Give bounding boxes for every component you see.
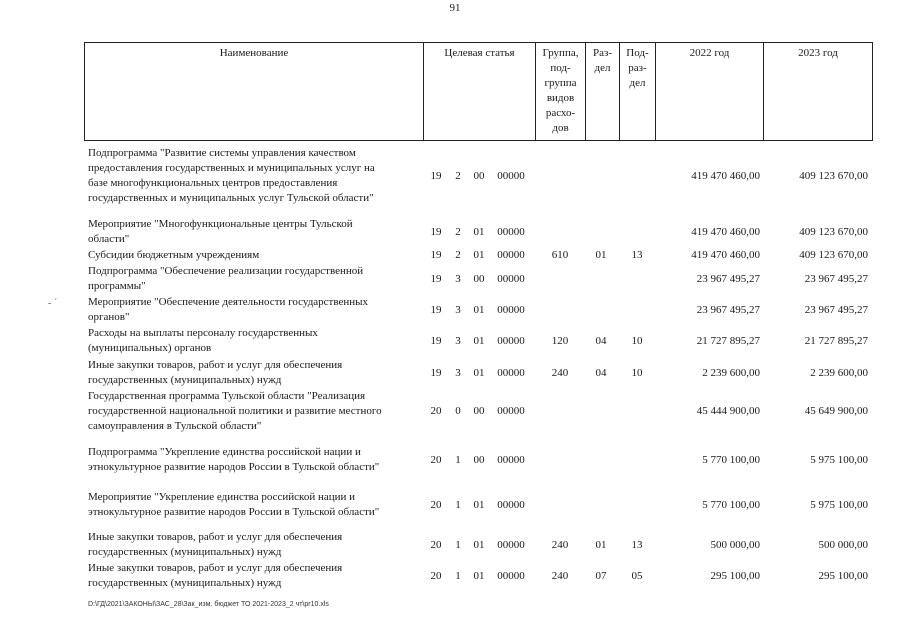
amount-2022: 23 967 495,27: [696, 272, 760, 285]
section-code: 01: [595, 249, 607, 261]
expense-group: 610: [551, 249, 569, 261]
target-code-program: 20: [430, 498, 442, 511]
target-code-direction: 00000: [497, 538, 525, 551]
row-name: [88, 561, 423, 591]
target-code-direction: 00000: [497, 249, 525, 261]
row-name-line: Подпрограмма "Развитие системы управления качеством: [88, 147, 356, 159]
target-code-event: 00: [473, 272, 485, 285]
target-code-direction: 00000: [497, 334, 525, 347]
expense-group: 240: [551, 538, 569, 551]
subsection-code: 10: [631, 334, 643, 347]
target-code-subprogram: 2: [455, 169, 461, 182]
subsection-code: 05: [631, 569, 643, 582]
target-code-event: 01: [473, 334, 485, 347]
target-code-event: 01: [473, 225, 485, 238]
target-code-program: 20: [430, 538, 442, 551]
row-name: [88, 217, 423, 247]
amount-2023: 23 967 495,27: [804, 303, 868, 316]
row-name: [88, 445, 423, 475]
row-name-line: Подпрограмма "Обеспечение реализации государственной: [88, 265, 364, 277]
target-code-subprogram: 0: [455, 405, 461, 417]
row-name: [88, 389, 423, 434]
amount-2023: 500 000,00: [818, 538, 868, 551]
amount-2023: 409 123 670,00: [799, 225, 868, 238]
target-code-event: 00: [473, 453, 485, 466]
row-name-line: предоставления государственных и муниципальных услуг на: [88, 162, 375, 174]
amount-2022: 5 770 100,00: [702, 453, 760, 466]
file-path-footer: D:\ГД\2021\ЗАКОНЫ\ЗАС_28\Зак_изм. бюджет ТО 2021-2023_2 чт\pr10.xls: [88, 601, 329, 608]
target-code-subprogram: 1: [455, 569, 461, 582]
target-code-direction: 00000: [497, 366, 525, 379]
target-code-event: 01: [473, 249, 485, 261]
row-name-line: Подпрограмма "Укрепление единства российской нации и: [88, 446, 361, 458]
row-name-line: органов": [88, 311, 130, 323]
target-code-program: 19: [430, 169, 442, 182]
amount-2022: 419 470 460,00: [691, 225, 760, 238]
header-subsection: Под- раз- дел: [620, 43, 656, 141]
target-code-program: 20: [430, 405, 442, 417]
target-code-program: 19: [430, 249, 442, 261]
row-name-line: Государственная программа Тульской области "Реализация: [88, 390, 366, 402]
row-name-line: Мероприятие "Обеспечение деятельности государственных: [88, 296, 369, 308]
row-name-line: государственных (муниципальных) нужд: [88, 374, 282, 386]
target-code-event: 01: [473, 366, 485, 379]
expense-group: 120: [551, 334, 569, 347]
expense-group: 240: [551, 366, 569, 379]
target-code-subprogram: 2: [455, 249, 461, 261]
row-name: [88, 146, 423, 206]
row-name-line: базе многофункциональных центров предоставления: [88, 177, 338, 189]
amount-2023: 2 239 600,00: [810, 366, 868, 379]
target-code-direction: 00000: [497, 498, 525, 511]
target-code-direction: 00000: [497, 169, 525, 182]
row-name-line: Иные закупки товаров, работ и услуг для обеспечения: [88, 531, 343, 543]
target-code-program: 19: [430, 272, 442, 285]
target-code-direction: 00000: [497, 453, 525, 466]
scan-mark: - ´: [48, 298, 58, 309]
subsection-code: 10: [631, 366, 643, 379]
amount-2022: 5 770 100,00: [702, 498, 760, 511]
page-number: 91: [449, 2, 461, 14]
target-code-program: 20: [430, 453, 442, 466]
amount-2023: 5 975 100,00: [810, 498, 868, 511]
row-name-line: государственной национальной политики и развитие местного: [88, 405, 382, 417]
amount-2023: 409 123 670,00: [799, 169, 868, 182]
budget-table-header: [84, 42, 873, 141]
target-code-event: 00: [473, 405, 485, 417]
row-name-line: государственных и муниципальных услуг Тульской области": [88, 192, 374, 204]
target-code-event: 01: [473, 569, 485, 582]
row-name-line: Иные закупки товаров, работ и услуг для обеспечения: [88, 562, 343, 574]
amount-2022: 2 239 600,00: [702, 366, 760, 379]
row-name-line: государственных (муниципальных) нужд: [88, 546, 282, 558]
target-code-subprogram: 3: [455, 366, 461, 379]
section-code: 04: [595, 366, 607, 379]
row-name: [88, 295, 423, 325]
row-name: [88, 264, 423, 294]
row-name-line: области": [88, 233, 130, 245]
subsection-code: 13: [631, 538, 643, 551]
amount-2022: 500 000,00: [710, 538, 760, 551]
row-name-line: самоуправления в Тульской области": [88, 420, 262, 432]
target-code-direction: 00000: [497, 272, 525, 285]
amount-2023: 295 100,00: [818, 569, 868, 582]
target-code-event: 01: [473, 498, 485, 511]
target-code-subprogram: 1: [455, 538, 461, 551]
target-code-subprogram: 2: [455, 225, 461, 238]
amount-2023: 5 975 100,00: [810, 453, 868, 466]
target-code-direction: 00000: [497, 303, 525, 316]
row-name-line: государственных (муниципальных) нужд: [88, 577, 282, 589]
amount-2022: 295 100,00: [710, 569, 760, 582]
target-code-event: 00: [473, 169, 485, 182]
section-code: 04: [595, 334, 607, 347]
row-name-line: Субсидии бюджетным учреждениям: [88, 249, 260, 261]
row-name: [88, 248, 423, 263]
expense-group: 240: [551, 569, 569, 582]
target-code-direction: 00000: [497, 569, 525, 582]
row-name: [88, 358, 423, 388]
section-code: 01: [595, 538, 607, 551]
target-code-subprogram: 1: [455, 498, 461, 511]
target-code-program: 19: [430, 334, 442, 347]
row-name-line: Расходы на выплаты персоналу государственных: [88, 327, 318, 339]
subsection-code: 13: [631, 249, 643, 261]
target-code-subprogram: 3: [455, 303, 461, 316]
target-code-program: 19: [430, 366, 442, 379]
target-code-direction: 00000: [497, 405, 525, 417]
row-name-line: этнокультурное развитие народов России в Тульской области": [88, 506, 380, 518]
row-name: [88, 326, 423, 356]
header-name: Наименование: [85, 43, 424, 141]
amount-2023: 23 967 495,27: [804, 272, 868, 285]
amount-2023: 45 649 900,00: [804, 405, 868, 417]
target-code-program: 19: [430, 303, 442, 316]
row-name-line: этнокультурное развитие народов России в Тульской области": [88, 461, 380, 473]
row-name-line: Мероприятие "Укрепление единства российской нации и: [88, 491, 356, 503]
target-code-subprogram: 1: [455, 453, 461, 466]
section-code: 07: [595, 569, 607, 582]
amount-2022: 419 470 460,00: [691, 169, 760, 182]
target-code-direction: 00000: [497, 225, 525, 238]
header-group: Группа, под- группа видов расхо- дов: [536, 43, 586, 141]
header-year-2023: 2023 год: [764, 43, 873, 141]
amount-2022: 45 444 900,00: [696, 405, 760, 417]
target-code-program: 20: [430, 569, 442, 582]
header-year-2022: 2022 год: [656, 43, 764, 141]
amount-2022: 21 727 895,27: [696, 334, 760, 347]
row-name-line: программы": [88, 280, 146, 292]
header-target: Целевая статья: [424, 43, 536, 141]
target-code-subprogram: 3: [455, 334, 461, 347]
row-name: [88, 530, 423, 560]
target-code-event: 01: [473, 538, 485, 551]
row-name-line: Мероприятие "Многофункциональные центры Тульской: [88, 218, 353, 230]
amount-2022: 419 470 460,00: [691, 249, 760, 261]
row-name: [88, 490, 423, 520]
amount-2022: 23 967 495,27: [696, 303, 760, 316]
row-name-line: Иные закупки товаров, работ и услуг для обеспечения: [88, 359, 343, 371]
amount-2023: 21 727 895,27: [804, 334, 868, 347]
target-code-event: 01: [473, 303, 485, 316]
header-section: Раз- дел: [586, 43, 620, 141]
target-code-program: 19: [430, 225, 442, 238]
row-name-line: (муниципальных) органов: [88, 342, 212, 354]
amount-2023: 409 123 670,00: [799, 249, 868, 261]
target-code-subprogram: 3: [455, 272, 461, 285]
